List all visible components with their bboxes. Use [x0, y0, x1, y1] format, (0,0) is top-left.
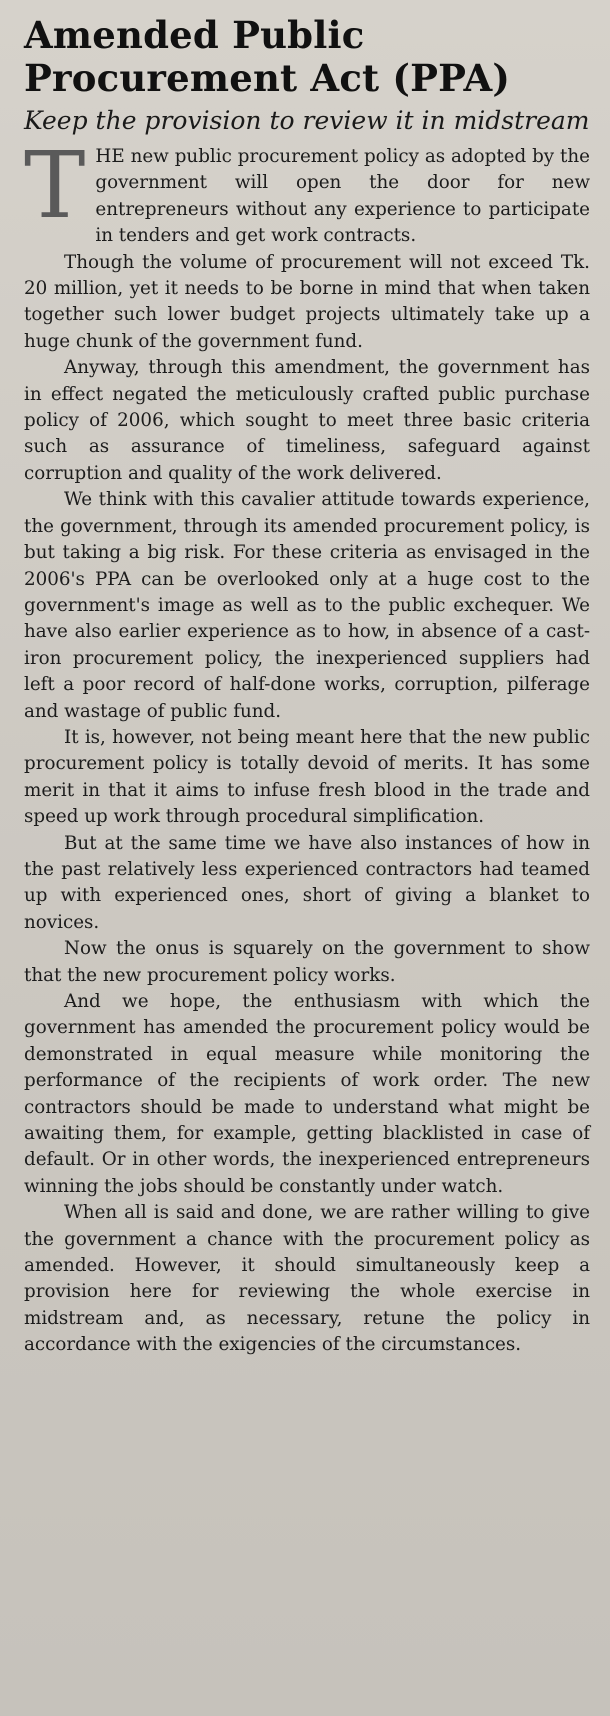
- article-paragraph: It is, however, not being meant here that the new public procurement policy is totally devoid of merits. It has some merit in that it aims to infuse fresh blood in the trade and speed up work through procedural simplification.: [24, 726, 590, 828]
- article-paragraph: Now the onus is squarely on the government to show that the new procurement policy works.: [24, 938, 590, 986]
- article-title-line-2: Procurement Act (PPA): [24, 56, 511, 100]
- article-paragraph: When all is said and done, we are rather willing to give the government a chance with the procurement policy as amended. However, it should simultaneously keep a provision here for reviewing the whole exercise in midstream and, as necessary, retune the policy in accordance with the exigencies of the circumstances.: [24, 1202, 590, 1356]
- article-paragraph: Anyway, through this amendment, the government has in effect negated the meticulously crafted public purchase policy of 2006, which sought to meet three basic criteria such as assurance of timeliness, safeguard against corruption and quality of the work delivered.: [24, 357, 590, 484]
- article-subtitle: Keep the provision to review it in midstream: [24, 106, 590, 135]
- drop-cap: T: [24, 132, 86, 239]
- article-paragraph: We think with this cavalier attitude towards experience, the government, through its amended procurement policy, is but taking a big risk. For these criteria as envisaged in the 2006's PPA can be overlooked only at a huge cost to the government's image as well as to the public exchequer. We have also earlier experience as to how, in absence of a cast-iron procurement policy, the inexperienced suppliers had left a poor record of half-done works, corruption, pilferage and wastage of public fund.: [24, 489, 590, 722]
- article-title-line-1: Amended Public: [24, 13, 365, 57]
- article-paragraph: But at the same time we have also instances of how in the past relatively less experienced contractors had teamed up with experienced ones, short of giving a blanket to novices.: [24, 832, 590, 933]
- article-title: [24, 14, 590, 100]
- paragraph-text: HE new public procurement policy as adopted by the government will open the door for new entrepreneurs without any experience to participate in tenders and get work contracts.: [95, 146, 590, 247]
- article-paragraph: And we hope, the enthusiasm with which the government has amended the procurement policy would be demonstrated in equal measure while monitoring the performance of the recipients of work order. The new contractors should be made to understand what might be awaiting them, for example, getting blacklisted in case of default. Or in other words, the inexperienced entrepreneurs winning the jobs should be constantly under watch.: [24, 991, 590, 1197]
- article-paragraph: Though the volume of procurement will not exceed Tk. 20 million, yet it needs to be borne in mind that when taken together such lower budget projects ultimately take up a huge chunk of the government fund.: [24, 251, 590, 352]
- article-body: [24, 132, 590, 1359]
- article-paragraph: [24, 132, 590, 250]
